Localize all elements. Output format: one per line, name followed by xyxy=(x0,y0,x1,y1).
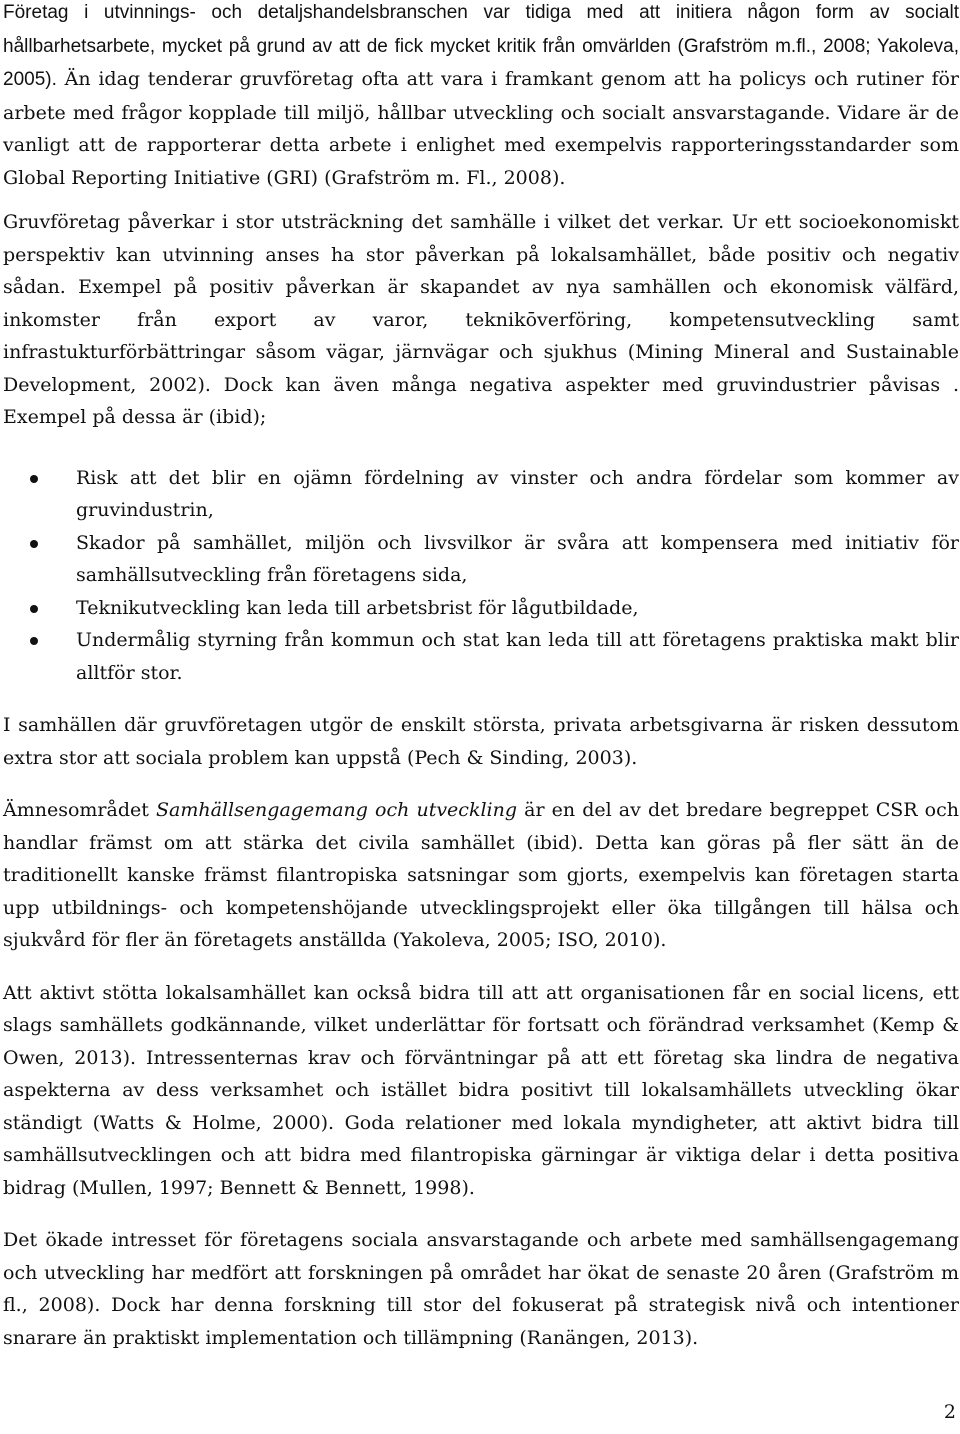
paragraph-social-license: Att aktivt stötta lokalsamhället kan också bidra till att att organisationen får en social licens, ett slags samhällets godkännande, vilket underlättar för fortsatt och förändrad verksamhet (Kemp & Owen, 2013). Intressenternas krav och förväntningar på att ett företag ska lindra de negativa aspekterna av dess verksamhet och istället bidra positivt till lokalsamhällets utveckling ökar ständigt (Watts & Holme, 2000). Goda relationer med lokala myndigheter, att aktivt bidra till samhällsutvecklingen och att bidra med filantropiska gärningar är viktiga delar i detta positiva bidrag (Mullen, 1997; Bennett & Bennett, 1998). xyxy=(3,981,959,1199)
paragraph-research-interest: Det ökade intresset för företagens sociala ansvarstagande och arbete med samhällsengagemang och utveckling har medfört att forskningen på området har ökat de senaste 20 åren (Grafström m fl., 2008). Dock har denna forskning till stor del fokuserat på strategisk nivå och intentioner snarare än praktiskt implementation och tillämpning (Ranängen, 2013). xyxy=(3,1229,959,1349)
paragraph-intro-sans-text: Företag i utvinnings- och detaljshandelsbranschen var tidiga med att initiera någon form av socialt hållbarhetsarbete, mycket på grund av att de fick mycket kritik från omvärlden (Grafström m.fl., 2008; Yakoleva, 2005). xyxy=(3,2,959,90)
paragraph-intro-serif-text: Än idag tenderar gruvföretag ofta att vara i framkant genom att ha policys och rutiner för arbete med frågor kopplade till miljö, hållbar utveckling och socialt ansvarstagande. Vidare är de vanligt att de rapporterar detta arbete i enlighet med exempelvis rapporteringsstandarder som Global Reporting Initiative (GRI) (Grafström m. Fl., 2008). xyxy=(3,68,959,189)
list-item xyxy=(3,624,959,689)
paragraph-csr-italic-term: Samhällsengagemang och utveckling xyxy=(155,799,518,821)
list-item-text: Undermålig styrning från kommun och stat kan leda till att företagens praktiska makt blir alltför stor. xyxy=(76,629,959,684)
list-item-text: Skador på samhället, miljön och livsvilkor är svåra att kompensera med initiativ för samhällsutveckling från företagens sida, xyxy=(76,531,959,586)
bullet-icon xyxy=(30,637,38,645)
list-item-text: Risk att det blir en ojämn fördelning av vinster och andra fördelar som kommer av gruvindustrin, xyxy=(76,466,959,521)
bullet-icon xyxy=(30,605,38,613)
bullet-icon xyxy=(30,475,38,483)
bullet-icon xyxy=(30,540,38,548)
list-item xyxy=(3,527,959,592)
list-item-text: Teknikutveckling kan leda till arbetsbrist för lågutbildade, xyxy=(76,596,639,619)
paragraph-social-risk: I samhällen där gruvföretagen utgör de enskilt största, privata arbetsgivarna är risken dessutom extra stor att sociala problem kan uppstå (Pech & Sinding, 2003). xyxy=(3,714,959,769)
document-body xyxy=(3,0,959,1354)
paragraph-csr-topic xyxy=(3,794,959,957)
negative-aspects-list xyxy=(3,462,959,690)
paragraph-intro xyxy=(3,0,959,194)
page-number: 2 xyxy=(943,1401,956,1423)
list-item xyxy=(3,462,959,527)
paragraph-csr-before: Ämnesområdet xyxy=(3,799,156,821)
paragraph-impact: Gruvföretag påverkar i stor utsträckning det samhälle i vilket det verkar. Ur ett socioekonomiskt perspektiv kan utvinning anses ha stor påverkan på lokalsamhället, både positiv och negativ sådan. Exempel på positiv påverkan är skapandet av nya samhällen och ekonomisk välfärd, inkomster från export av varor, teknikōverföring, kompetensutveckling samt infrastukturförbättringar såsom vägar, järnvägar och sjukhus (Mining Mineral and Sustainable Development, 2002). Dock kan även många negativa aspekter med gruvindustrier påvisas . Exempel på dessa är (ibid); xyxy=(3,211,959,428)
paragraph-csr-after: är en del av det bredare begreppet CSR och handlar främst om att stärka det civila samhället (ibid). Detta kan göras på fler sätt än de traditionellt kanske främst filantropiska satsningar som gjorts, exempelvis kan företagen starta upp utbildnings- och kompetenshöjande utvecklingsprojekt eller öka tillgången till hälsa och sjukvård för fler än företagets anställda (Yakoleva, 2005; ISO, 2010). xyxy=(3,799,959,951)
list-item xyxy=(3,592,959,625)
